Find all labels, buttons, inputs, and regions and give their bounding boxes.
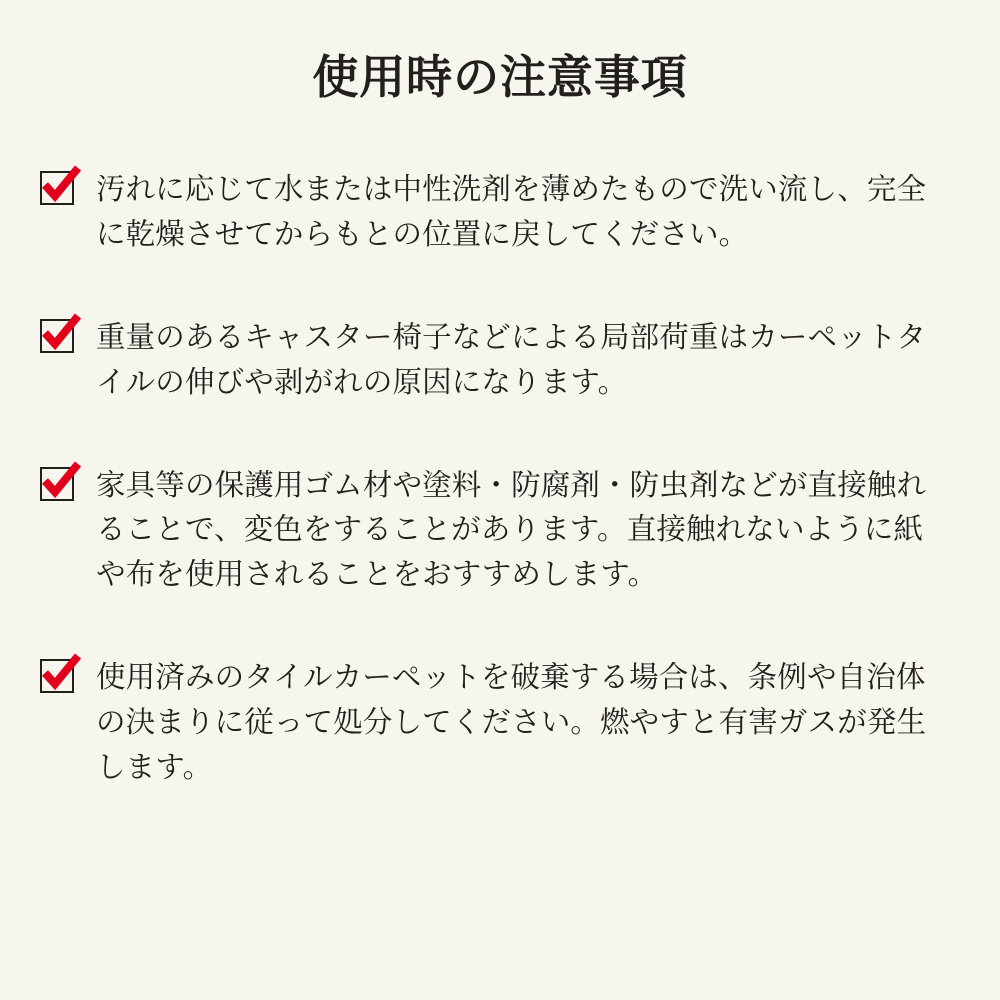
checkbox-checked-icon [40, 171, 78, 209]
list-item [40, 655, 960, 789]
note-text: 重量のあるキャスター椅子などによる局部荷重はカーペットタイルの伸びや剥がれの原因になります。 [96, 319, 927, 399]
list-item [40, 315, 960, 405]
list-item [40, 463, 960, 597]
checkbox-checked-icon [40, 467, 78, 505]
checkbox-checked-icon [40, 659, 78, 697]
page-title: 使用時の注意事項 [312, 50, 688, 104]
list-item [40, 167, 960, 257]
checkbox-checked-icon [40, 319, 78, 357]
note-text: 汚れに応じて水または中性洗剤を薄めたもので洗い流し、完全に乾燥させてからもとの位置に戻してください。 [96, 172, 927, 252]
note-text: 家具等の保護用ゴム材や塗料・防腐剤・防虫剤などが直接触れることで、変色をすることがあります。直接触れないように紙や布を使用されることをおすすめします。 [96, 467, 927, 592]
note-text: 使用済みのタイルカーペットを破棄する場合は、条例や自治体の決まりに従って処分してください。燃やすと有害ガスが発生します。 [96, 659, 927, 784]
notes-list [40, 167, 960, 789]
